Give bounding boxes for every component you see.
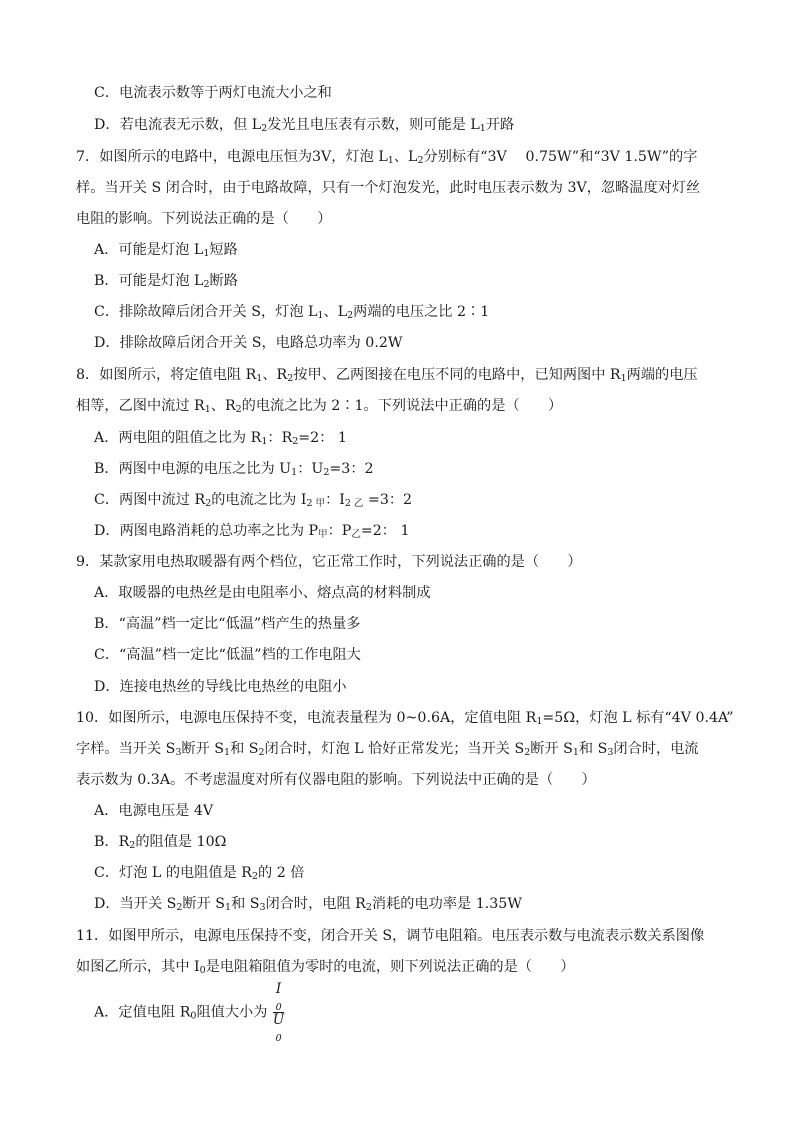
q8-stem-line2: 相等，乙图中流过 $R_1$、$R_2$的电流之比为 2∶1。下列说法中正确的是（ ） — [76, 398, 563, 415]
q7-option-b: B．可能是灯泡 $L_2$断路 — [94, 273, 238, 290]
q11-stem-line2: 如图乙所示，其中 $I_0$是电阻箱阻值为零时的电流，则下列说法正确的是（ ） — [76, 959, 575, 976]
q11-stem-line1: 11．如图甲所示，电源电压保持不变，闭合开关 S，调节电阻箱。电压表示数与电流表示数关系图像 — [76, 928, 705, 944]
q10-option-d: D．当开关 $S_2$断开 $S_1$和 $S_3$闭合时，电阻 $R_2$消耗的电功率是 1.35W — [94, 896, 522, 913]
q10-option-c: C．灯泡 L 的电阻值是 $R_2$的 2 倍 — [94, 865, 305, 882]
q9-option-b: B．“高温”档一定比“低温”档产生的热量多 — [94, 616, 361, 632]
q11-option-a: A．定值电阻 $R_0$阻值大小为 I $_0$ U $_0$ — [94, 981, 285, 1044]
q7-stem-line2: 样。当开关 S 闭合时，由于电路故障，只有一个灯泡发光，此时电压表示数为 3V，忽略温度对灯丝 — [76, 180, 701, 196]
q10-stem-line2: 字样。当开关 $S_3$断开 $S_1$和 $S_2$闭合时，灯泡 L 恰好正常发光；当开关 $S_2$断开 $S_1$和 $S_3$闭合时，电流 — [76, 741, 699, 758]
q10-stem-line1: 10．如图所示，电源电压保持不变，电流表量程为 0~0.6A，定值电阻 $R_1=5\Omega$，灯泡 L 标有“4V 0.4A” — [76, 710, 734, 727]
q7-option-a: A．可能是灯泡 $L_1$短路 — [94, 242, 238, 259]
q9-option-d: D．连接电热丝的导线比电热丝的电阻小 — [94, 679, 347, 695]
q8-option-a: A．两电阻的阻值之比为 $R_1$：$R_2=2$： 1 — [94, 430, 347, 447]
q8-option-b: B．两图中电源的电压之比为 $U_1$：$U_2=3$：2 — [94, 461, 374, 478]
q10-option-a: A．电源电压是 4V — [94, 803, 214, 819]
q8-option-d: D．两图电路消耗的总功率之比为 $P_甲$：$P_乙=2$： 1 — [94, 523, 410, 540]
q10-option-b: B．$R_2$的阻值是 10Ω — [94, 834, 227, 851]
q9-option-c: C．“高温”档一定比“低温”档的工作电阻大 — [94, 647, 361, 663]
q7-stem-line1: 7．如图所示的电路中，电源电压恒为3V，灯泡 $L_1$、$L_2$分别标有“3V 0.75W”和“3V 1.5W”的字 — [76, 149, 698, 166]
q7-option-c: C．排除故障后闭合开关 S，灯泡 $L_1$、$L_2$两端的电压之比 2∶1 — [94, 304, 490, 321]
fraction-numerator: I $_0$ — [273, 982, 284, 1013]
fraction — [273, 982, 284, 1043]
q10-stem-line3: 表示数为 0.3A。不考虑温度对所有仪器电阻的影响。下列说法中正确的是（ ） — [76, 772, 596, 788]
q9-option-a: A．取暖器的电热丝是由电阻率小、熔点高的材料制成 — [94, 585, 431, 601]
q7-stem-line3: 电阻的影响。下列说法正确的是（ ） — [76, 211, 332, 227]
fraction-denominator: U $_0$ — [272, 1012, 285, 1044]
q7-option-d: D．排除故障后闭合开关 S，电路总功率为 0.2W — [94, 335, 403, 351]
q8-option-c: C．两图中流过 $R_2$的电流之比为 $I_{2 甲}$：$I_{2 乙} =3$：2 — [94, 492, 413, 509]
q6-option-d: D．若电流表无示数，但 $L_2$发光且电压表有示数，则可能是 $L_1$开路 — [94, 117, 515, 134]
q9-stem: 9．某款家用电热取暖器有两个档位，它正常工作时，下列说法正确的是（ ） — [76, 554, 582, 570]
q6-option-c: C．电流表示数等于两灯电流大小之和 — [94, 85, 332, 101]
q8-stem-line1: 8．如图所示，将定值电阻 $R_1$、$R_2$按甲、乙两图接在电压不同的电路中，已知两图中 $R_1$两端的电压 — [76, 367, 698, 384]
